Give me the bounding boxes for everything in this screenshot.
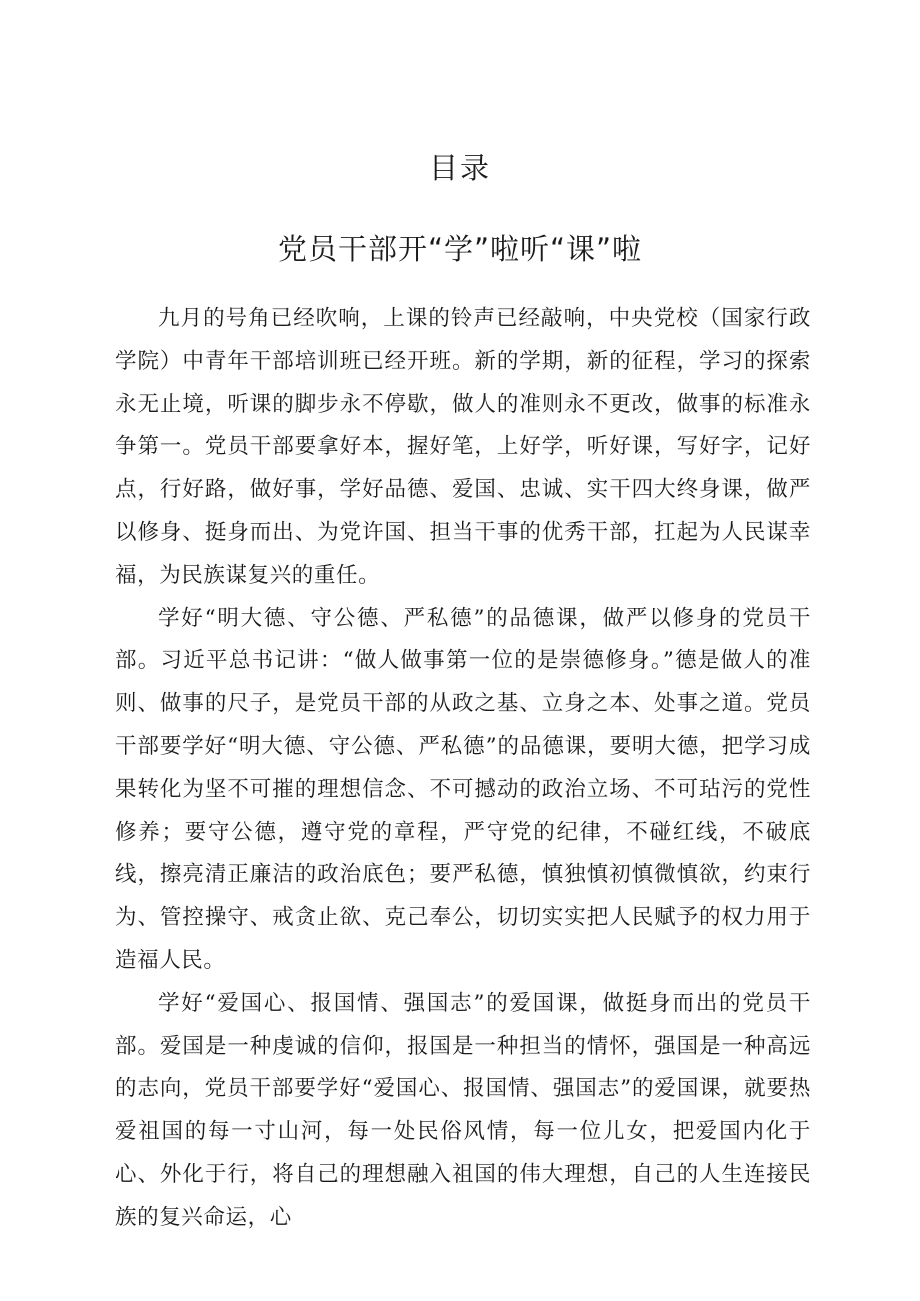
paragraph: 九月的号角已经吹响，上课的铃声已经敲响，中央党校（国家行政学院）中青年干部培训班已经开班。新的学期，新的征程，学习的探索永无止境，听课的脚步永不停歇，做人的准则永不更改，做事的标准永争第一。党员干部要拿好本，握好笔，上好学，听好课，写好字，记好点，行好路，做好事，学好品德、爱国、忠诚、实干四大终身课，做严以修身、挺身而出、为党许国、担当干事的优秀干部，扛起为人民谋幸福，为民族谋复兴的重任。 <box>115 306 811 588</box>
paragraph: 学好“明大德、守公德、严私德”的品德课，做严以修身的党员干部。习近平总书记讲：“做人做事第一位的是崇德修身。”德是做人的准则、做事的尺子，是党员干部的从政之基、立身之本、处事之道。党员干部要学好“明大德、守公德、严私德”的品德课，要明大德，把学习成果转化为坚不可摧的理想信念、不可撼动的政治立场、不可玷污的党性修养；要守公德，遵守党的章程，严守党的纪律，不碰红线，不破底线，擦亮清正廉洁的政治底色；要严私德，慎独慎初慎微慎欲，约束行为、管控操守、戒贪止欲、克己奉公，切切实实把人民赋予的权力用于造福人民。 <box>115 605 811 973</box>
paragraph: 学好“爱国心、报国情、强国志”的爱国课，做挺身而出的党员干部。爱国是一种虔诚的信仰，报国是一种担当的情怀，强国是一种高远的志向，党员干部要学好“爱国心、报国情、强国志”的爱国课，就要热爱祖国的每一寸山河，每一处民俗风情，每一位儿女，把爱国内化于心、外化于行，将自己的理想融入祖国的伟大理想，自己的人生连接民族的复兴命运，心 <box>115 990 811 1230</box>
toc-heading: 目录 <box>428 151 491 185</box>
article-body <box>115 298 811 1240</box>
article-title: 党员干部开“学”啦听“课”啦 <box>277 232 643 266</box>
